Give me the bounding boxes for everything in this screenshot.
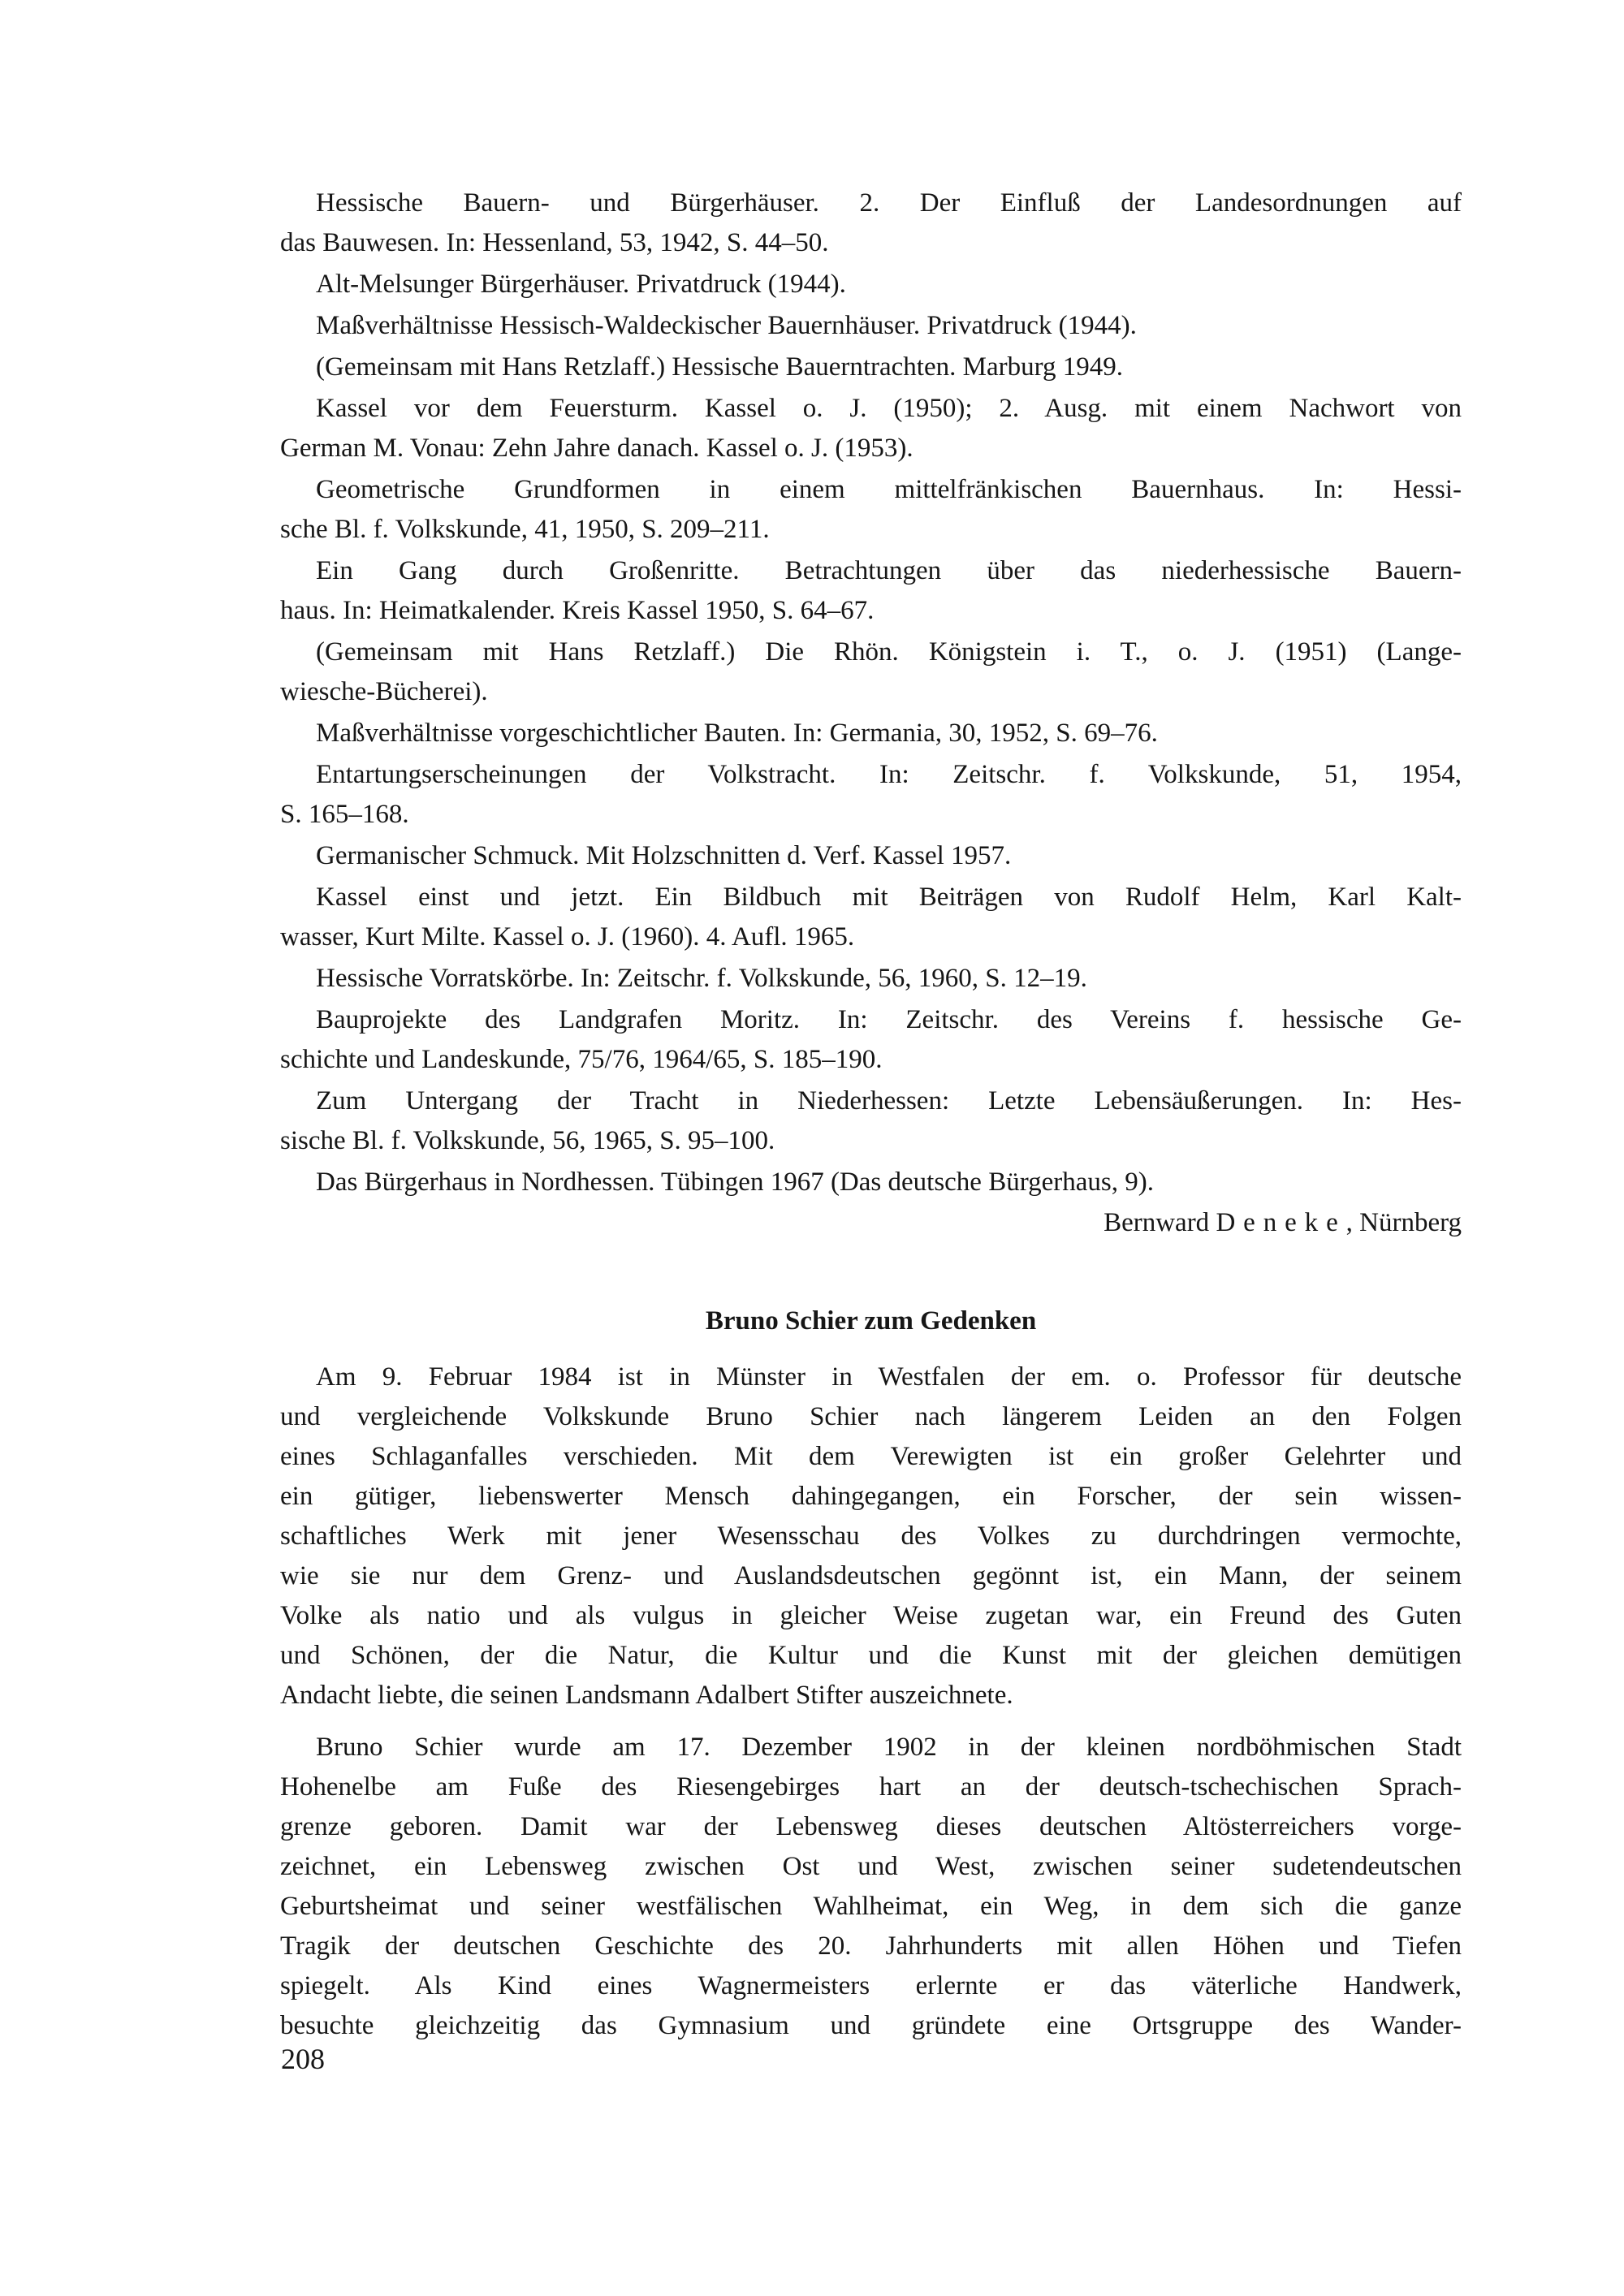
bibliography-line: wiesche-Bücherei). xyxy=(280,677,488,706)
bibliography-entry xyxy=(280,959,1462,999)
bibliography-line: haus. In: Heimatkalender. Kreis Kassel 1950, S. 64–67. xyxy=(280,596,875,625)
obituary-line: Andacht liebte, die seinen Landsmann Adalbert Stifter auszeichnete. xyxy=(280,1681,1013,1710)
bibliography-line: das Bauwesen. In: Hessenland, 53, 1942, S. 44–50. xyxy=(280,228,829,257)
bibliography-entry xyxy=(280,389,1462,468)
bibliography-entry xyxy=(280,1163,1462,1202)
bibliography-line: Kassel vor dem Feuersturm. Kassel o. J. (1950); 2. Ausg. mit einem Nachwort von xyxy=(316,394,1462,423)
bibliography-line: S. 165–168. xyxy=(280,800,409,829)
bibliography-line: (Gemeinsam mit Hans Retzlaff.) Hessische Bauerntrachten. Marburg 1949. xyxy=(316,352,1123,382)
obituary-line: schaftliches Werk mit jener Wesensschau des Volkes zu durchdringen vermochte, xyxy=(280,1521,1462,1551)
obituary-line: wie sie nur dem Grenz- und Auslandsdeutschen gegönnt ist, ein Mann, der seinem xyxy=(280,1561,1462,1590)
bibliography-line: Bauprojekte des Landgrafen Moritz. In: Zeitschr. des Vereins f. hessische Ge- xyxy=(316,1005,1462,1034)
bibliography-entry xyxy=(280,632,1462,712)
bibliography-line: Ein Gang durch Großenritte. Betrachtungen über das niederhessische Bauern- xyxy=(316,556,1462,585)
bibliography-line: Kassel einst und jetzt. Ein Bildbuch mit Beiträgen von Rudolf Helm, Karl Kalt- xyxy=(316,883,1462,912)
obituary-line: und Schönen, der die Natur, die Kultur und die Kunst mit der gleichen demütigen xyxy=(280,1641,1462,1670)
bibliography-line: Entartungserscheinungen der Volkstracht. In: Zeitschr. f. Volkskunde, 51, 1954, xyxy=(316,760,1462,789)
obituary-line: zeichnet, ein Lebensweg zwischen Ost und West, zwischen seiner sudetendeutschen xyxy=(280,1852,1462,1881)
text-column xyxy=(280,183,1462,2046)
bibliography-entry xyxy=(280,1081,1462,1161)
bibliography-entry xyxy=(280,755,1462,835)
bibliography-line: sische Bl. f. Volkskunde, 56, 1965, S. 95–100. xyxy=(280,1126,775,1155)
bibliography-entry xyxy=(280,836,1462,876)
bibliography-entry xyxy=(280,714,1462,753)
bibliography-line: Hessische Vorratskörbe. In: Zeitschr. f. Volkskunde, 56, 1960, S. 12–19. xyxy=(316,964,1087,993)
author-city: , Nürnberg xyxy=(1345,1208,1462,1237)
bibliography-entry xyxy=(280,551,1462,631)
obituary-line: Bruno Schier wurde am 17. Dezember 1902 in der kleinen nordböhmischen Stadt xyxy=(316,1733,1462,1762)
signature-line xyxy=(280,1203,1462,1243)
bibliography-line: (Gemeinsam mit Hans Retzlaff.) Die Rhön. Königstein i. T., o. J. (1951) (Lange- xyxy=(316,637,1462,667)
bibliography-entry xyxy=(280,265,1462,304)
bibliography-entry xyxy=(280,470,1462,550)
obituary-line: eines Schlaganfalles verschieden. Mit dem Verewigten ist ein großer Gelehrter und xyxy=(280,1442,1462,1471)
bibliography-line: Germanischer Schmuck. Mit Holzschnitten d. Verf. Kassel 1957. xyxy=(316,841,1012,870)
obituary-paragraph xyxy=(280,1357,1462,1716)
obituary-line: Hohenelbe am Fuße des Riesengebirges hart an der deutsch-tschechischen Sprach- xyxy=(280,1772,1462,1802)
bibliography-line: Alt-Melsunger Bürgerhäuser. Privatdruck (1944). xyxy=(316,270,846,299)
obituary-section xyxy=(280,1357,1462,2046)
bibliography-line: Maßverhältnisse vorgeschichtlicher Bauten. In: Germania, 30, 1952, S. 69–76. xyxy=(316,719,1158,748)
bibliography-line: Das Bürgerhaus in Nordhessen. Tübingen 1967 (Das deutsche Bürgerhaus, 9). xyxy=(316,1167,1154,1197)
author-name-pre: Bernward xyxy=(1104,1208,1216,1237)
obituary-line: Tragik der deutschen Geschichte des 20. Jahrhunderts mit allen Höhen und Tiefen xyxy=(280,1931,1462,1961)
obituary-line: grenze geboren. Damit war der Lebensweg dieses deutschen Altösterreichers vorge- xyxy=(280,1812,1462,1841)
bibliography-entry xyxy=(280,347,1462,387)
bibliography-line: Maßverhältnisse Hessisch-Waldeckischer Bauernhäuser. Privatdruck (1944). xyxy=(316,311,1137,340)
bibliography-line: German M. Vonau: Zehn Jahre danach. Kassel o. J. (1953). xyxy=(280,434,914,463)
obituary-line: besuchte gleichzeitig das Gymnasium und gründete eine Ortsgruppe des Wander- xyxy=(280,2011,1462,2040)
bibliography-line: Geometrische Grundformen in einem mittelfränkischen Bauernhaus. In: Hessi- xyxy=(316,475,1462,504)
bibliography-line: Zum Untergang der Tracht in Niederhessen: Letzte Lebensäußerungen. In: Hes- xyxy=(316,1086,1462,1116)
bibliography-entry xyxy=(280,1000,1462,1080)
bibliography-line: Hessische Bauern- und Bürgerhäuser. 2. Der Einfluß der Landesordnungen auf xyxy=(316,188,1462,218)
author-surname: Deneke xyxy=(1216,1208,1346,1237)
section-heading: Bruno Schier zum Gedenken xyxy=(705,1306,1037,1336)
obituary-line: Am 9. Februar 1984 ist in Münster in Westfalen der em. o. Professor für deutsche xyxy=(316,1362,1462,1392)
obituary-line: und vergleichende Volkskunde Bruno Schier nach längerem Leiden an den Folgen xyxy=(280,1402,1462,1431)
obituary-line: ein gütiger, liebenswerter Mensch dahingegangen, ein Forscher, der sein wissen- xyxy=(280,1482,1462,1511)
bibliography-section xyxy=(280,183,1462,1202)
bibliography-entry xyxy=(280,878,1462,957)
bibliography-line: schichte und Landeskunde, 75/76, 1964/65, S. 185–190. xyxy=(280,1045,883,1074)
bibliography-entry xyxy=(280,306,1462,346)
obituary-paragraph xyxy=(280,1728,1462,2046)
obituary-line: Geburtsheimat und seiner westfälischen Wahlheimat, ein Weg, in dem sich die ganze xyxy=(280,1892,1462,1921)
page-number: 208 xyxy=(281,2043,325,2075)
bibliography-line: wasser, Kurt Milte. Kassel o. J. (1960). 4. Aufl. 1965. xyxy=(280,922,855,952)
bibliography-entry xyxy=(280,183,1462,263)
obituary-line: spiegelt. Als Kind eines Wagnermeisters erlernte er das väterliche Handwerk, xyxy=(280,1971,1462,2000)
obituary-line: Volke als natio und als vulgus in gleicher Weise zugetan war, ein Freund des Guten xyxy=(280,1601,1462,1630)
bibliography-line: sche Bl. f. Volkskunde, 41, 1950, S. 209–211. xyxy=(280,515,770,544)
